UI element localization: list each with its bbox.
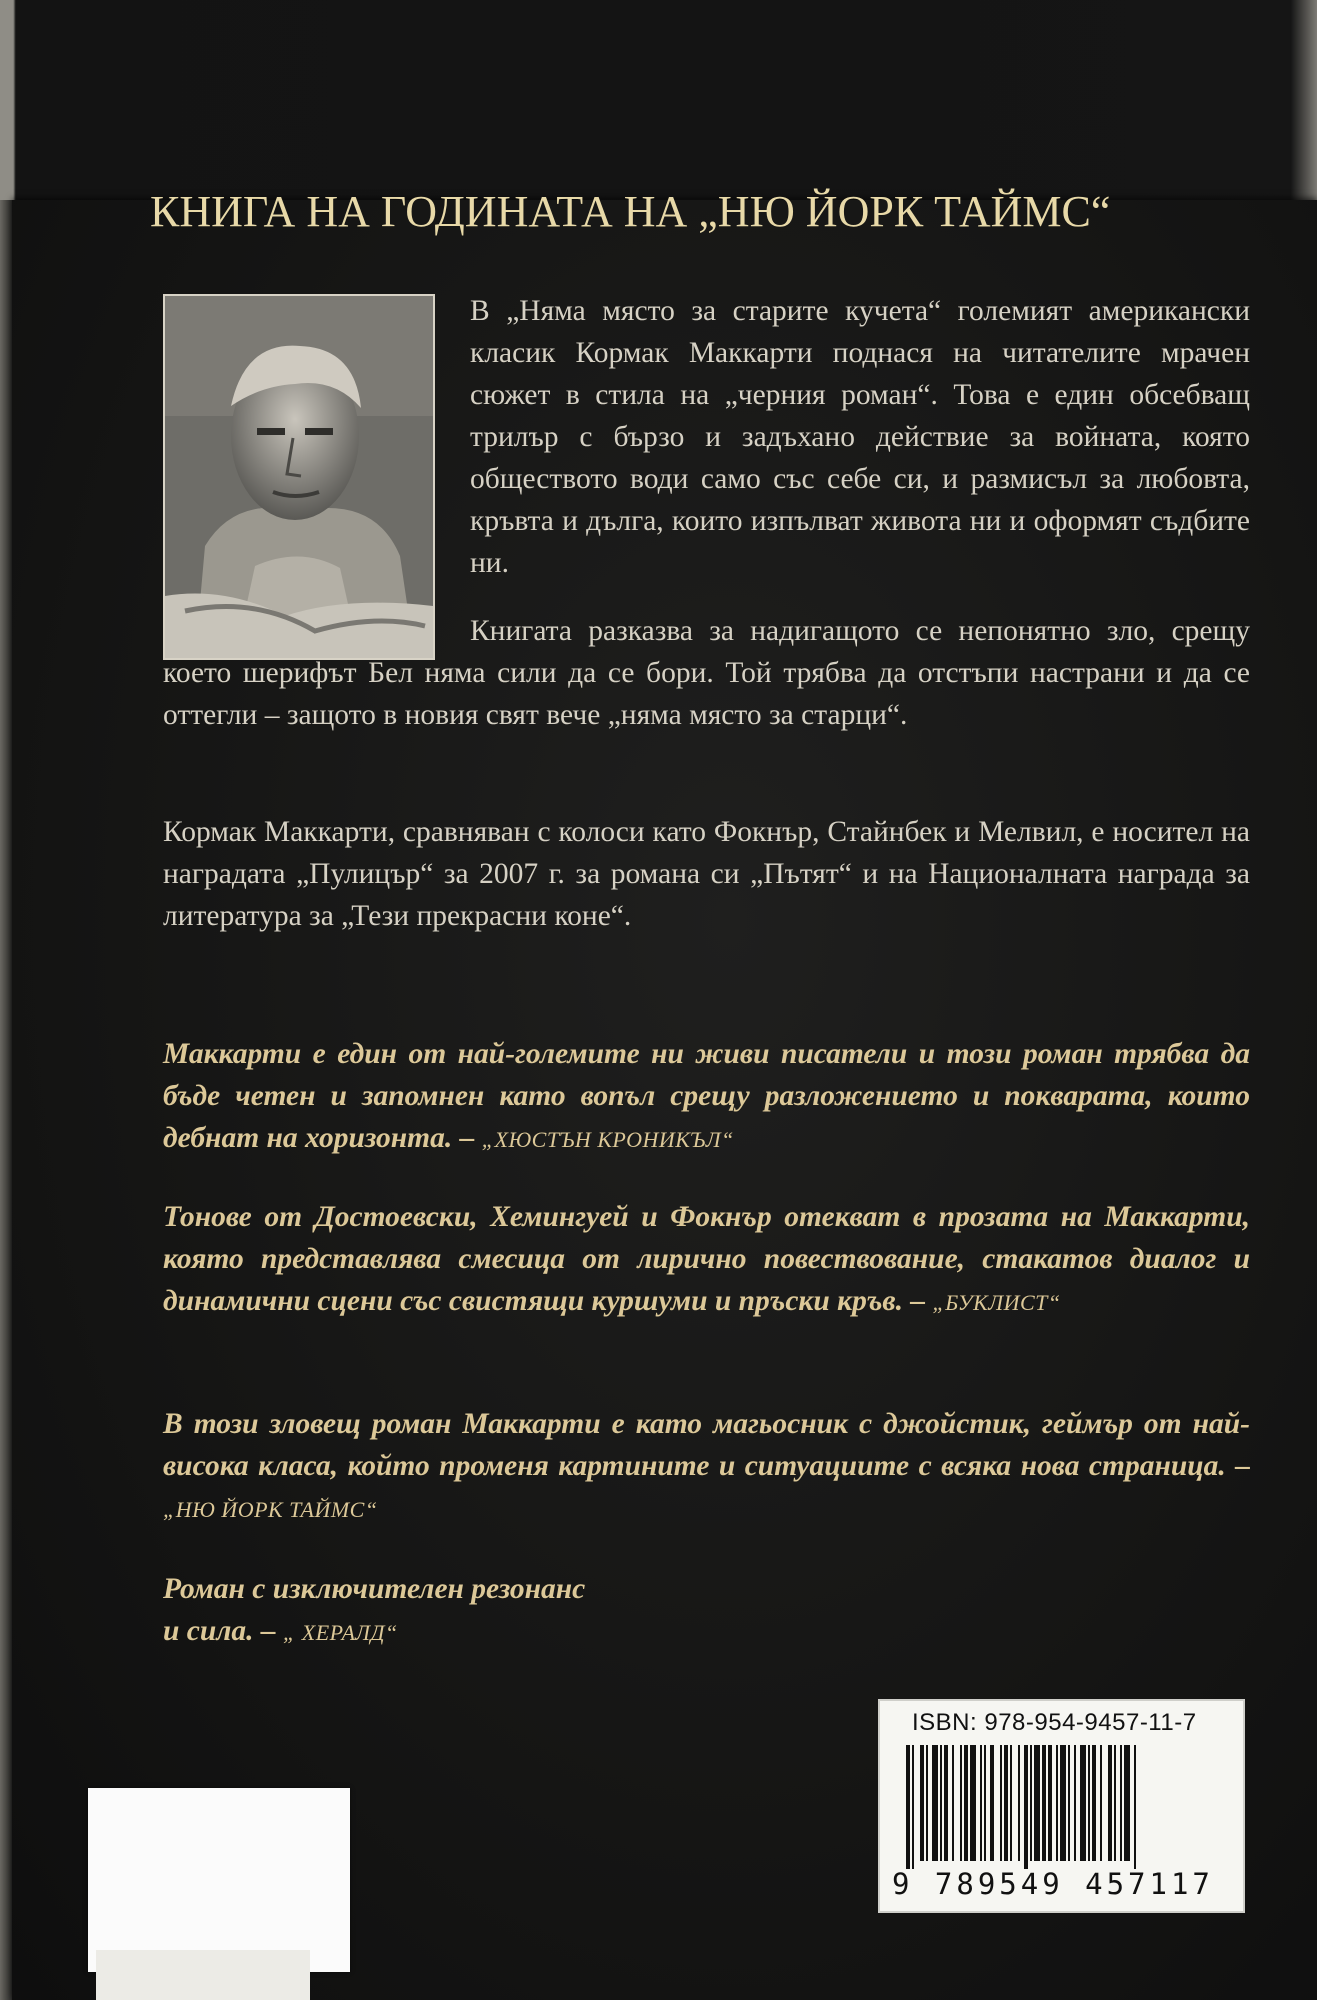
barcode-bar [1010,1745,1012,1861]
barcode-bar [1060,1745,1066,1861]
barcode-bar [1080,1745,1086,1861]
barcode-bar [1048,1745,1052,1861]
barcode-bar [1030,1745,1032,1861]
barcode-bar [912,1745,914,1869]
book-top-edge [0,0,1317,215]
barcode-bar [1004,1745,1008,1861]
barcode-bar [970,1745,976,1861]
review-quote-text: Маккарти е един от най-големите ни живи писатели и този роман трябва да бъде четен и запомнен като вопъл срещу разложението и покварата, които дебнат на хоризонта. – [163,1038,1250,1154]
barcode-bar [1042,1745,1046,1861]
barcode-bar [906,1745,910,1869]
cover-headline: КНИГА НА ГОДИНАТА НА „НЮ ЙОРК ТАЙМС“ [150,187,1111,236]
barcode-bar [1114,1745,1116,1861]
barcode-bar [1056,1745,1058,1861]
barcode-bar [1124,1745,1130,1861]
barcode-bar [1108,1745,1112,1861]
description-paragraph-1: В „Няма място за старите кучета“ големият американски класик Кормак Маккарти поднася на читателите мрачен сюжет в стила на „черния роман“. Това е един обсебващ трилър с бързо и задъхано действие за войната, която обществото води само със себе си, и размисъл за любовта, кръвта и дълга, които изпълват живота ни и оформят съдбите ни. [470,295,1250,579]
review-source: „ ХЕРАЛД“ [283,1620,398,1645]
review-quote-1 [163,1033,1250,1161]
review-quote-2 [163,1196,1250,1324]
barcode-bar [980,1745,982,1861]
review-quote-text: В този зловещ роман Маккарти е като магьосник с джойстик, геймър от най-висока класа, който променя картините и ситуациите с всяка нова страница. – [163,1408,1250,1482]
barcode-bar [1100,1745,1102,1861]
barcode-bar [1034,1745,1040,1861]
sticker-shadow [96,1950,310,2000]
barcode-bar [984,1745,986,1861]
barcode-bar [926,1745,928,1861]
barcode-bar [932,1745,938,1861]
review-source: „БУКЛИСТ“ [932,1290,1061,1315]
description-paragraph-2: Книгата разказва за надигащото се непонятно зло, срещу което шерифът Бел няма сили да се бори. Той трябва да отстъпи настрани и да се оттегли – защото в новия свят вече „няма място за старци“. [163,615,1250,731]
barcode-bar [1120,1745,1122,1861]
review-quote-text: и сила. – [163,1615,276,1647]
barcode-bar [1088,1745,1090,1861]
barcode-bar [1068,1745,1070,1861]
review-source: „НЮ ЙОРК ТАЙМС“ [163,1497,378,1522]
barcode-image [906,1745,1222,1869]
author-photo [163,294,435,660]
barcode-bar [920,1745,924,1861]
review-source: „ХЮСТЪН КРОНИКЪЛ“ [481,1127,734,1152]
barcode-digits: 9 789549 457117 [892,1867,1214,1901]
barcode-bar [1024,1745,1028,1869]
isbn-barcode-panel [878,1699,1245,1913]
barcode-bar [1018,1745,1020,1861]
barcode-bar [940,1745,942,1861]
barcode-bar [1000,1745,1002,1861]
review-quote-text: Роман с изключителен резонанс [163,1573,586,1605]
barcode-bar [990,1745,994,1861]
barcode-bar [960,1745,962,1861]
review-quote-text: Тонове от Достоевски, Хемингуей и Фокнър отекват в прозата на Маккарти, която представлява смесица от лирично повествование, стакатов диалог и динамични сцени със свистящи куршуми и пръски кръв. – [163,1201,1250,1317]
review-quote-4 [163,1568,863,1654]
barcode-bar [944,1745,948,1861]
barcode-bar [1074,1745,1076,1861]
isbn-label: ISBN: 978-954-9457-11-7 [912,1709,1197,1736]
review-quote-3 [163,1403,1250,1531]
barcode-bar [952,1745,954,1861]
barcode-bar [1092,1745,1096,1861]
barcode-bar [964,1745,968,1861]
price-sticker [88,1788,350,1972]
barcode-bar [1134,1745,1136,1869]
book-spine-edge [0,200,12,2000]
description-paragraph-3: Кормак Маккарти, сравняван с колоси като Фокнър, Стайнбек и Мелвил, е носител на наградата „Пулицър“ за 2007 г. за романа си „Пътят“ и на Националната награда за литература за „Тези прекрасни коне“. [163,816,1250,932]
